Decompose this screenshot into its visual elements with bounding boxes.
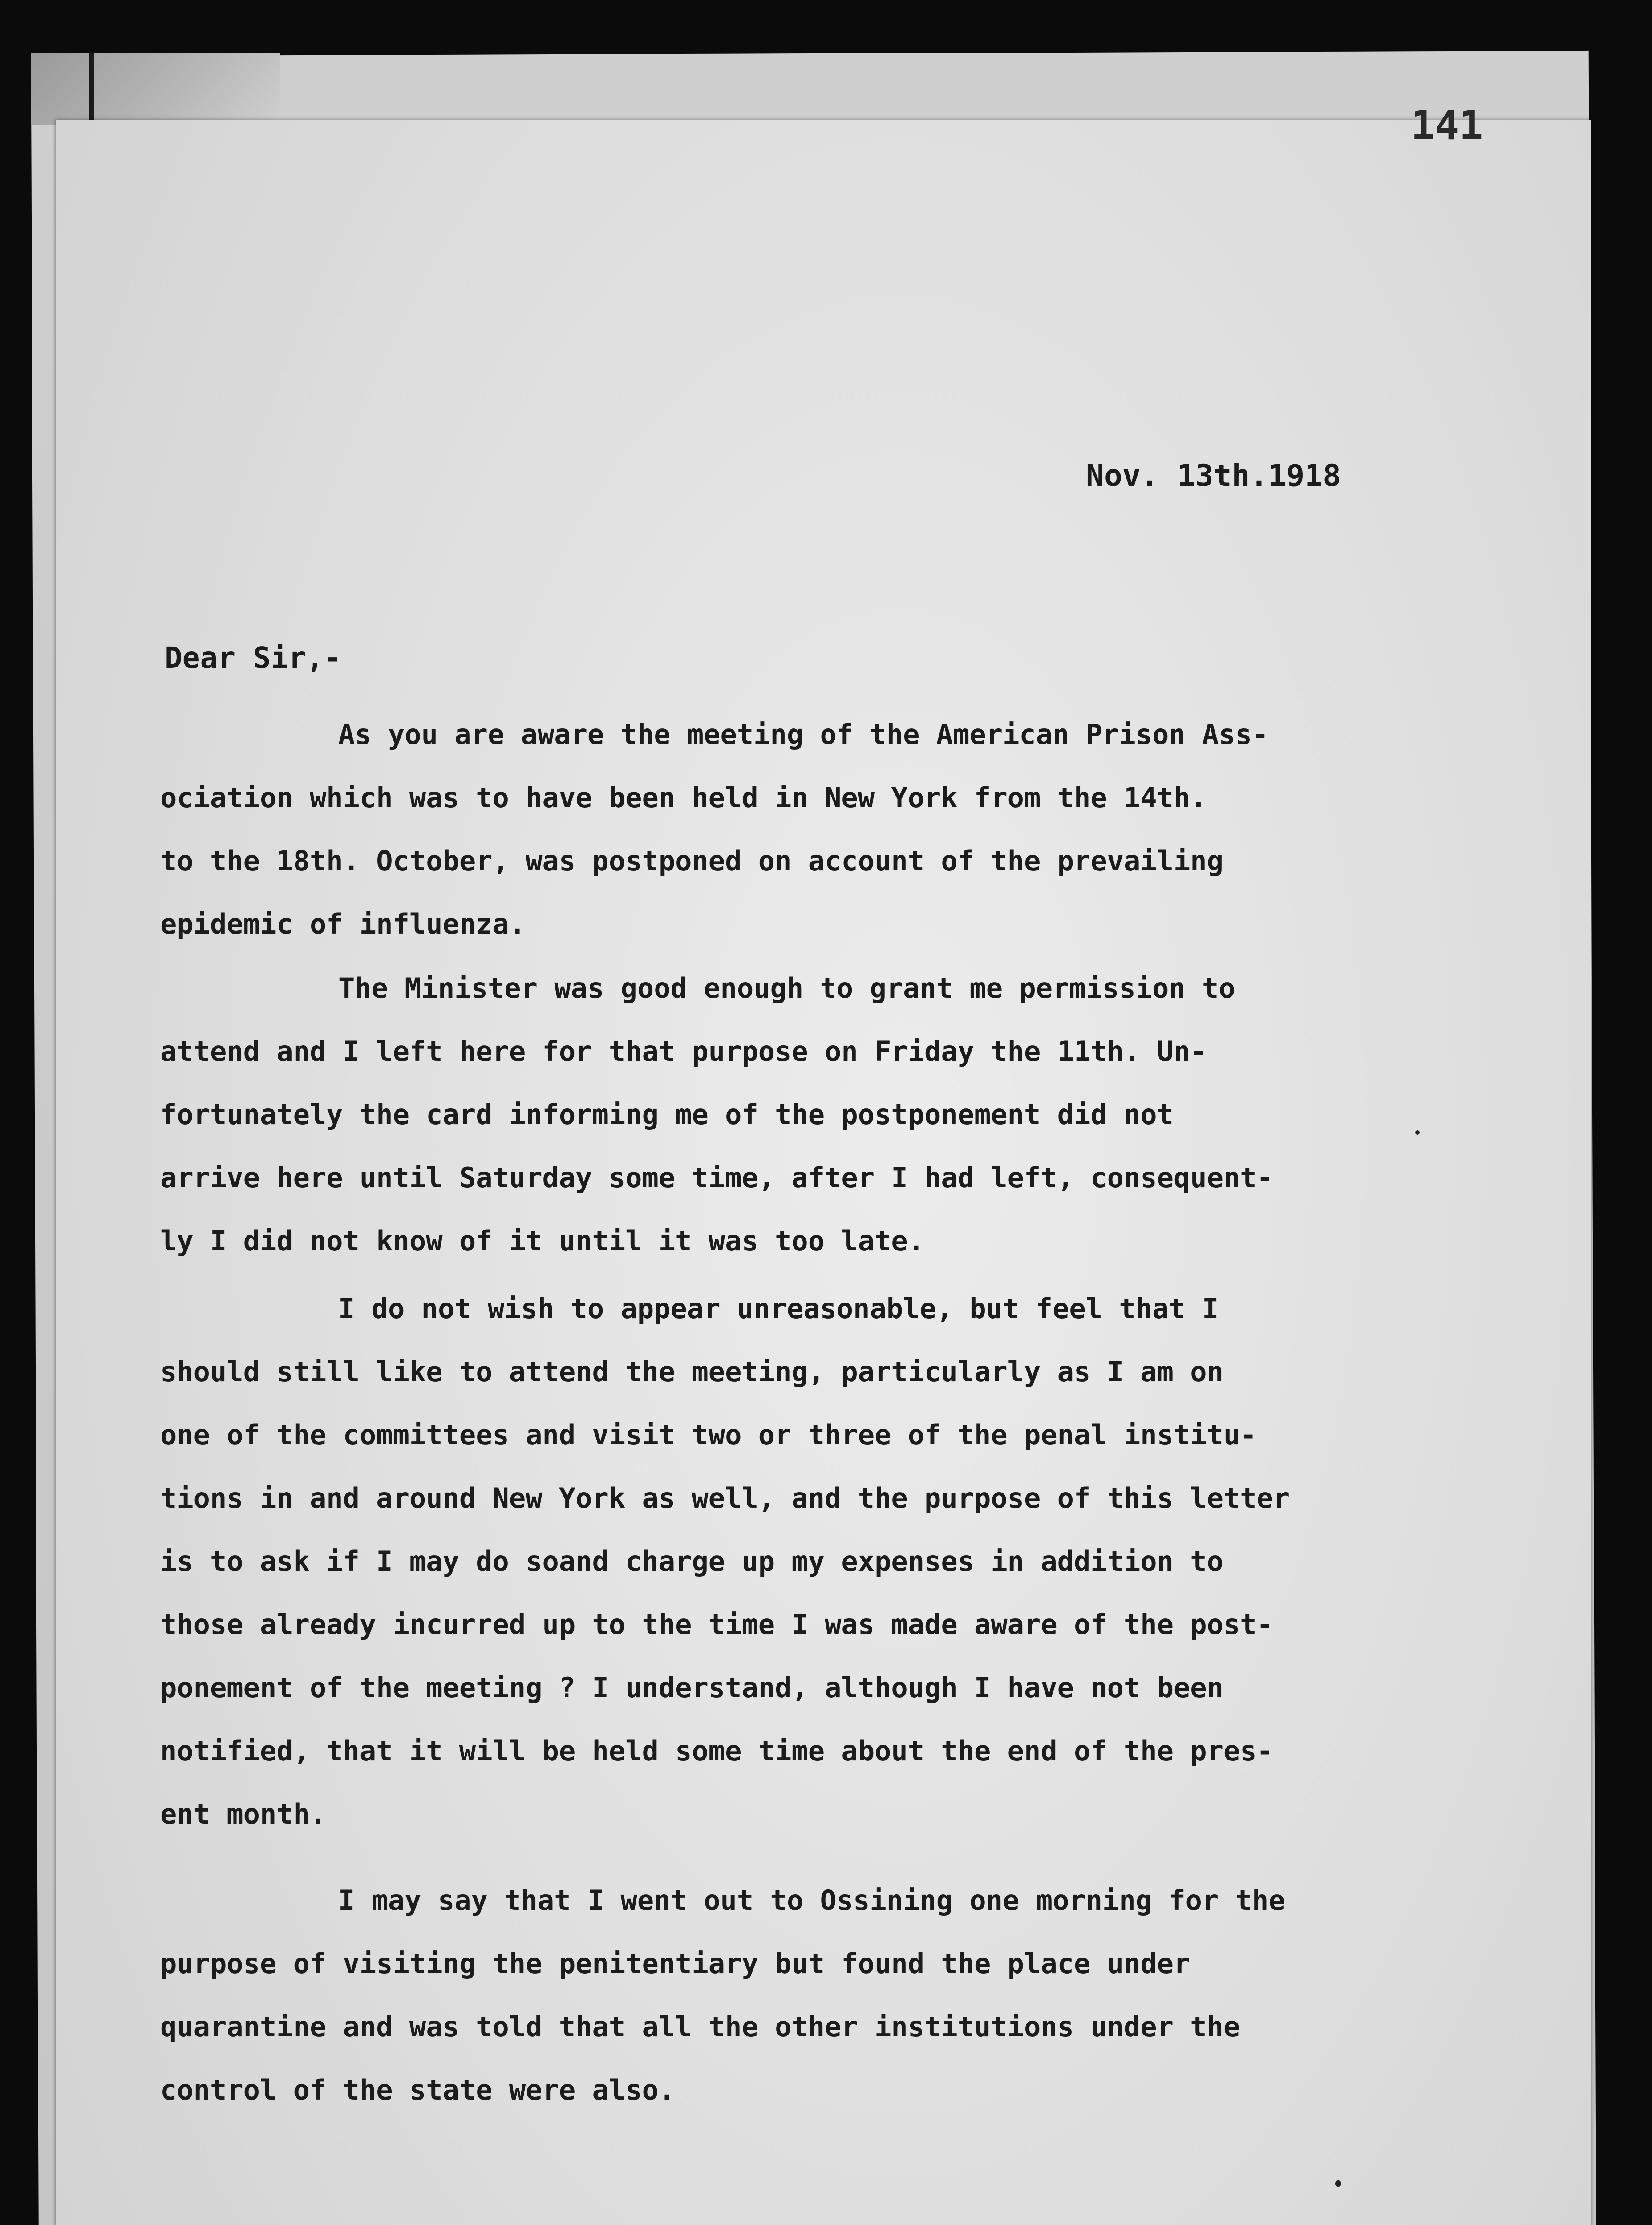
salutation: Dear Sir,- xyxy=(165,641,342,675)
paragraph-4: I may say that I went out to Ossining one morning for the purpose of visiting the penitentiary but found the place under quarantine and was told that all the other institutions under the control of the state were also. xyxy=(160,1884,1285,2106)
page-number: 141 xyxy=(1411,102,1483,149)
film-speck xyxy=(1415,1130,1420,1135)
paragraph-2: The Minister was good enough to grant me permission to attend and I left here for that purpose on Friday the 11th. Un- fortunately the card informing me of the postponement did not arrive here until Saturday some time, after I had left, consequent- ly I did not know of it until it was too late. xyxy=(160,972,1273,1257)
letter-date: Nov. 13th.1918 xyxy=(1086,458,1341,494)
folded-corner xyxy=(31,53,280,125)
film-speck xyxy=(1335,2180,1341,2187)
paragraph-1: As you are aware the meeting of the American Prison Ass- ociation which was to have been held in New York from the 14th. to the 18th. October, was postponed on account of the prevailing epidemic of influenza. xyxy=(160,718,1269,940)
paragraph-3: I do not wish to appear unreasonable, but feel that I should still like to attend the meeting, particularly as I am on one of the committees and visit two or three of the penal institu- tions in and around New York as well, and the purpose of this letter is to ask if I may do soand charge up my expenses in addition to those already incurred up to the time I was made aware of the post- ponement of the meeting ? I understand, although I have not been notified, that it will be held some time about the end of the pres- ent month. xyxy=(160,1292,1290,1830)
